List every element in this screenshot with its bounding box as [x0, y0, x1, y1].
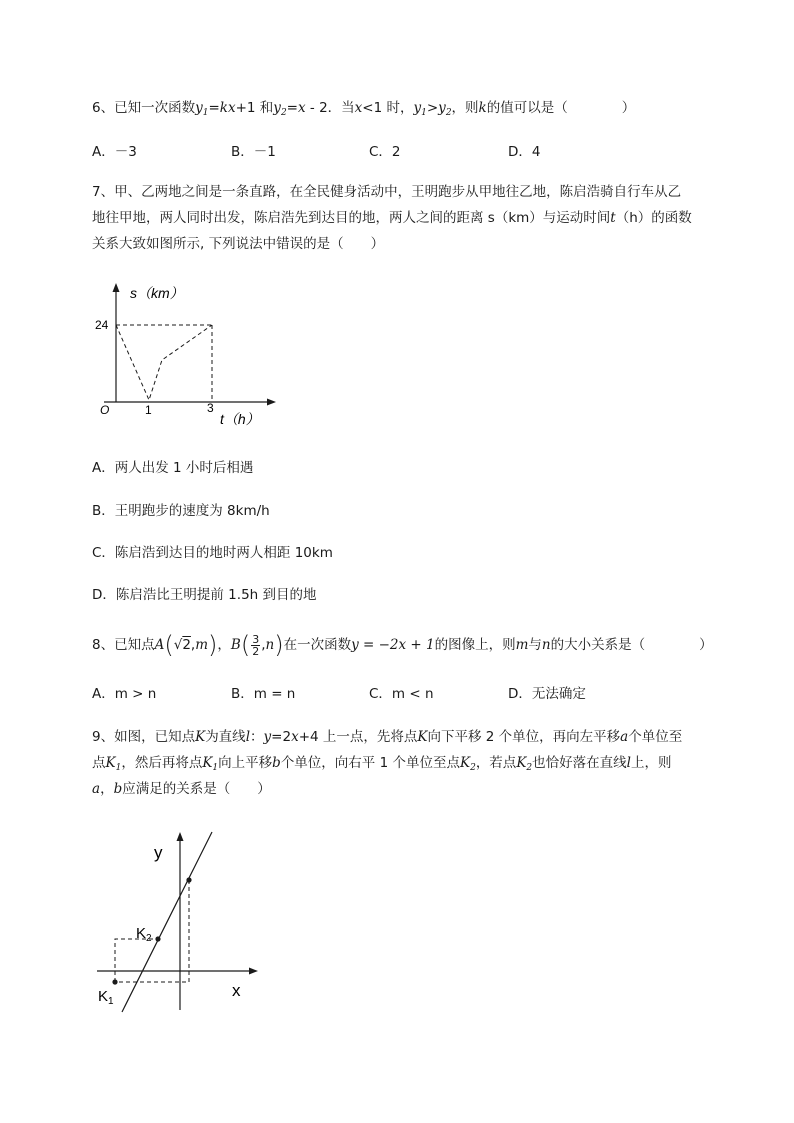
- q7-y-tick-24: 24: [95, 318, 109, 332]
- q9-x-label: x: [232, 981, 241, 1000]
- q7-x-tick-3: 3: [207, 401, 214, 415]
- q9-x-axis-arrow: [249, 968, 258, 975]
- q8-option-a: A．m > n: [92, 686, 157, 702]
- q9-stem-line3: a，b应满足的关系是（ ）: [92, 781, 271, 797]
- q6-option-a: A．－3: [92, 144, 137, 160]
- q9-point-k1: [112, 979, 117, 984]
- q9-point-k2: [155, 936, 160, 941]
- q9-coordinate-graph: [92, 828, 272, 1018]
- q9-k1-label: $K_1$: [98, 988, 114, 1007]
- q6-stem: 6、已知一次函数$y_1=kx+1$ 和$y_2=x - 2$．当x<1 时，$y_1>y_2$，则k的值可以是（ ）: [92, 100, 636, 118]
- q9-line-l: [122, 832, 212, 1012]
- q8-option-b: B．m = n: [231, 686, 296, 702]
- q9-k2-label: $K_2$: [136, 925, 152, 944]
- q9-y-axis-arrow: [177, 832, 184, 841]
- q6-option-b: B．－1: [231, 144, 276, 160]
- q9-stem-line2: 点$K_1$，然后再将点$K_1$向上平移b个单位，向右平 1 个单位至点$K_2$，若点$K_2$也恰好落在直线l上，则: [92, 755, 672, 773]
- q8-option-c: C．m < n: [369, 686, 434, 702]
- q7-x-tick-1: 1: [145, 403, 152, 417]
- q7-graph-curve: [116, 325, 212, 400]
- q7-option-a: A．两人出发 1 小时后相遇: [92, 460, 254, 476]
- q7-stem-line2: 地往甲地，两人同时出发，陈启浩先到达目的地，两人之间的距离 s（km）与运动时间t（h）的函数: [92, 210, 692, 226]
- q9-point-k: [186, 877, 191, 882]
- q9-y-label: y: [154, 843, 163, 862]
- q9-stem-line1: 9、如图，已知点K为直线l：y=2x+4 上一点，先将点K向下平移 2 个单位，再向左平移a个单位至: [92, 729, 683, 745]
- q7-origin-label: O: [100, 403, 110, 417]
- q8-stem: 8、已知点A(√2,m)，B( $\frac{3}{2}$ ,n)在一次函数y = −2x + 1的图像上，则m与n的大小关系是（ ）: [92, 631, 713, 659]
- q7-option-d: D．陈启浩比王明提前 1.5h 到目的地: [92, 587, 317, 603]
- q7-y-axis-arrow: [113, 283, 120, 292]
- q6-option-c: C．2: [369, 144, 401, 160]
- q6-option-d: D．4: [508, 144, 541, 160]
- q8-option-d: D．无法确定: [508, 686, 586, 702]
- q7-distance-time-graph: [92, 278, 282, 438]
- q7-y-label: s（km）: [130, 285, 184, 301]
- q9-dashed-path-k1: [115, 939, 158, 982]
- q7-x-axis-arrow: [267, 399, 276, 406]
- q7-option-b: B．王明跑步的速度为 8km/h: [92, 503, 270, 519]
- q7-stem-line3: 关系大致如图所示, 下列说法中错误的是（ ）: [92, 236, 385, 252]
- q7-x-label: t（h）: [220, 411, 260, 427]
- q8-fraction: $\frac{3}{2}$: [252, 632, 260, 658]
- q7-stem-line1: 7、甲、乙两地之间是一条直路，在全民健身活动中，王明跑步从甲地往乙地，陈启浩骑自行车从乙: [92, 184, 682, 200]
- q9-dashed-path-k: [115, 880, 189, 982]
- q7-option-c: C．陈启浩到达目的地时两人相距 10km: [92, 545, 333, 561]
